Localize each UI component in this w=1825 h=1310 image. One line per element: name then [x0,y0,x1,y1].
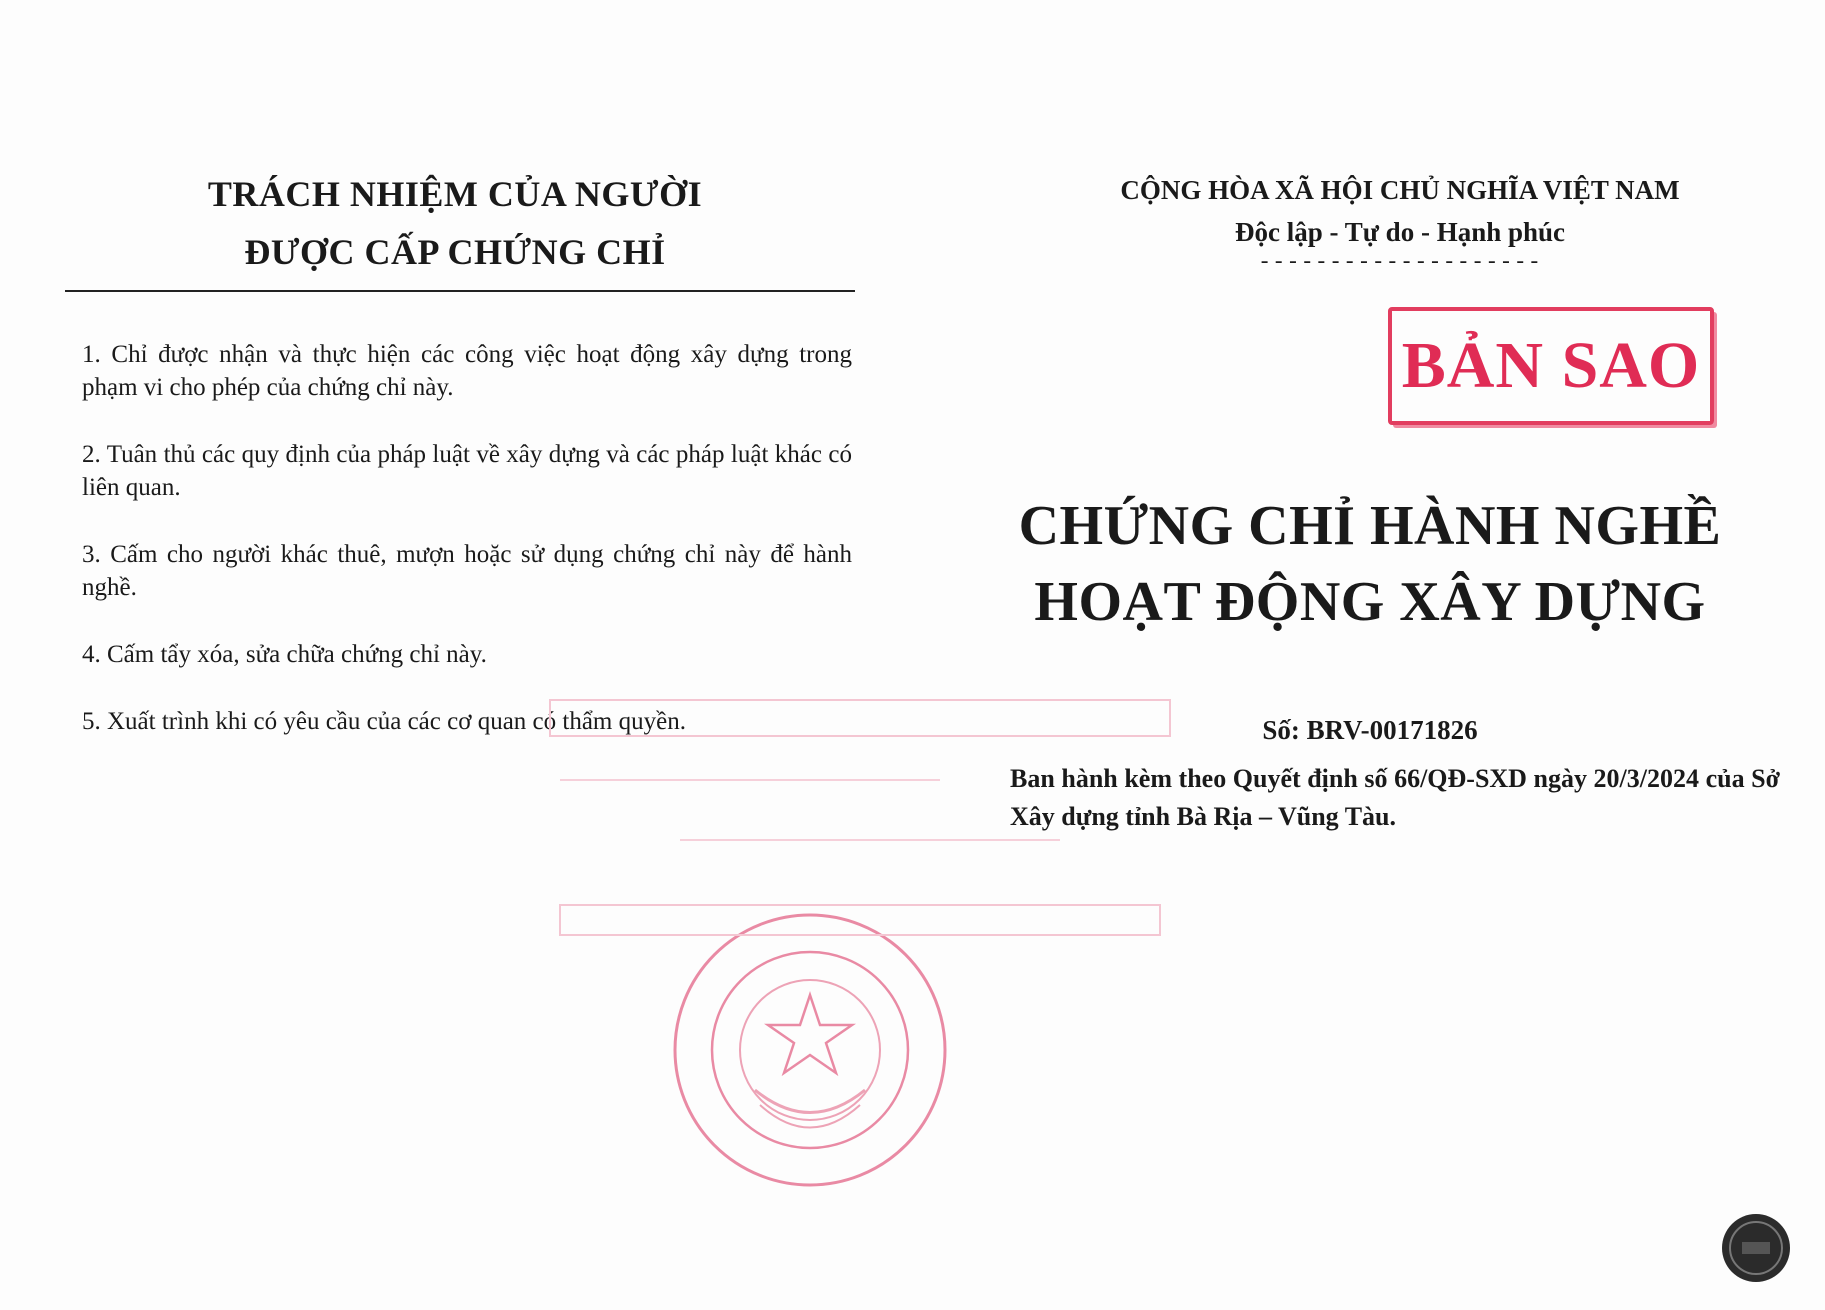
national-name: CỘNG HÒA XÃ HỘI CHỦ NGHĨA VIỆT NAM [1120,175,1680,205]
responsibility-item: 4. Cấm tẩy xóa, sửa chữa chứng chỉ này. [82,641,487,668]
faint-pink-stamp-lines [540,690,1180,950]
motto-separator: -------------------- [1257,250,1543,275]
national-motto: Độc lập - Tự do - Hạnh phúc [1234,217,1566,247]
title-divider [65,290,855,292]
issuing-decision: Ban hành kèm theo Quyết định số 66/QĐ-SXD ngày 20/3/2024 của Sở Xây dựng tỉnh Bà Rịa – Vũng Tàu. [1010,764,1780,831]
responsibility-item: 5. Xuất trình khi có yêu cầu của các cơ quan có thẩm quyền. [82,708,686,735]
certificate-title [960,488,1780,640]
certificate-title-line2: HOẠT ĐỘNG XÂY DỰNG [1034,571,1706,633]
certificate-cover [960,70,1780,1270]
corner-seal-icon [1720,1212,1792,1284]
certificate-number: Số: BRV-00171826 [1262,715,1478,745]
copy-stamp [1388,307,1714,425]
responsibility-item: 3. Cấm cho người khác thuê, mượn hoặc sử dụng chứng chỉ này để hành nghề. [82,541,852,601]
copy-stamp-text: BẢN SAO [1401,329,1701,402]
responsibilities-title-line2: ĐƯỢC CẤP CHỨNG CHỈ [244,232,666,272]
responsibilities-title-line1: TRÁCH NHIỆM CỦA NGƯỜI [207,174,703,214]
responsibility-item: 1. Chỉ được nhận và thực hiện các công việc hoạt động xây dựng trong phạm vi cho phép của chứng chỉ này. [82,341,852,401]
certificate-title-line1: CHỨNG CHỈ HÀNH NGHỀ [1018,495,1722,557]
responsibility-item: 2. Tuân thủ các quy định của pháp luật về xây dựng và các pháp luật khác có liên quan. [82,441,852,501]
responsibilities-title [60,165,850,281]
